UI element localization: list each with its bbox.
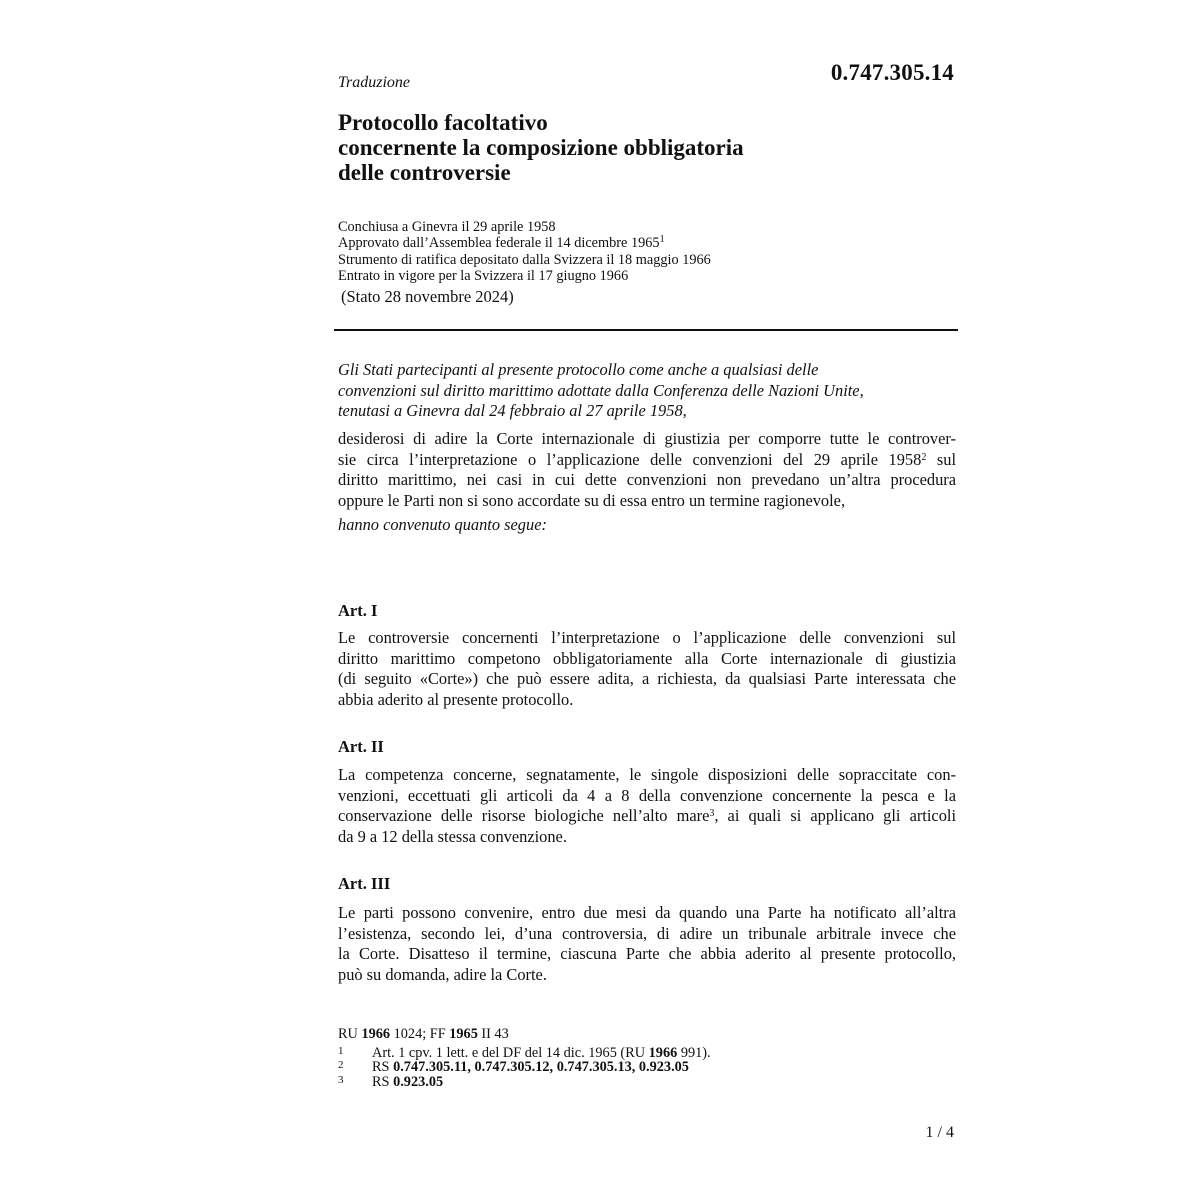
- preamble-line: convenzioni sul diritto marittimo adottate dalla Conferenza delle Nazioni Unite,: [338, 380, 864, 400]
- footnote-2: [338, 1060, 711, 1075]
- article-line: da 9 a 12 della stessa convenzione.: [338, 826, 567, 846]
- meta-ratified: Strumento di ratifica depositato dalla Svizzera il 18 maggio 1966: [338, 251, 711, 268]
- recital-line: oppure le Parti non si sono accordate su di essa entro un termine ragionevole,: [338, 490, 846, 510]
- meta-approved-text: Approvato dall’Assemblea federale il 14 dicembre 1965: [338, 235, 660, 252]
- footnote-3: [338, 1075, 711, 1090]
- source-ff-year[interactable]: 1965: [449, 1026, 478, 1042]
- footnote-number: 3: [338, 1073, 344, 1086]
- status-date: (Stato 28 novembre 2024): [341, 287, 514, 307]
- footnote-prefix: RS: [372, 1059, 390, 1075]
- footnote-rs-link[interactable]: 0.923.05: [393, 1073, 444, 1090]
- preamble: [338, 360, 956, 422]
- source-ru-year[interactable]: 1966: [361, 1026, 391, 1042]
- meta-approved: [338, 235, 711, 251]
- article-text: [338, 765, 956, 847]
- preamble-line: Gli Stati partecipanti al presente protocollo come anche a qualsiasi delle: [338, 360, 819, 379]
- page-number: 1 / 4: [925, 1124, 954, 1141]
- recital-line-text: sie circa l’interpretazione o l’applicazione delle convenzioni del 29 aprile 1958: [338, 449, 922, 469]
- footnote-1: [338, 1046, 711, 1061]
- title-line: delle controversie: [338, 160, 511, 185]
- document-page: [337, 0, 958, 1200]
- article-heading: Art. I: [338, 601, 378, 620]
- article-line: Le controversie concernenti l’interpretazione o l’applicazione delle convenzioni sul: [338, 628, 956, 647]
- source-ff-ref: II 43: [481, 1026, 509, 1042]
- article-line: La competenza concerne, segnatamente, le singole disposizioni delle sopraccitate con-: [338, 765, 956, 784]
- footnote-number: 2: [338, 1059, 344, 1071]
- preamble-line: tenutasi a Ginevra dal 24 febbraio al 27 aprile 1958,: [338, 401, 687, 421]
- footnote-ref[interactable]: 3: [709, 808, 715, 820]
- article-line: venzioni, eccettuati gli articoli da 4 a 8 della convenzione concernente la pesca e la: [338, 785, 956, 805]
- document-number: 0.747.305.14: [830, 60, 954, 85]
- footnotes: [338, 1027, 711, 1089]
- article-line-text: , ai quali si applicano gli articoli: [714, 806, 956, 826]
- recital-line-text: sul: [926, 449, 957, 469]
- article-line: abbia aderito al presente protocollo.: [338, 689, 574, 709]
- footnote-number: 1: [338, 1044, 344, 1057]
- header-divider: [334, 329, 958, 331]
- recital-line: diritto marittimo, nei casi in cui dette convenzioni non prevedano un’altra procedura: [338, 470, 956, 490]
- footnote-ref[interactable]: 1: [659, 234, 665, 246]
- article-line: [338, 806, 956, 827]
- page-title: [338, 110, 744, 185]
- article-line: diritto marittimo competono obbligatoriamente alla Corte internazionale di giustizia: [338, 648, 956, 668]
- title-line: concernente la composizione obbligatoria: [338, 135, 744, 160]
- footnote-prefix: RS: [372, 1073, 390, 1090]
- article-line: la Corte. Disatteso il termine, ciascuna Parte che abbia aderito al presente protocollo,: [338, 944, 956, 964]
- footnote-rs-links[interactable]: 0.747.305.11, 0.747.305.12, 0.747.305.13, 0.923.05: [393, 1059, 689, 1075]
- article-text: [338, 628, 956, 710]
- article-heading: Art. II: [338, 737, 384, 756]
- translation-label: Traduzione: [338, 74, 411, 91]
- title-line: Protocollo facoltativo: [338, 110, 548, 135]
- footnote-tail: 991).: [680, 1044, 711, 1061]
- footnote-body: Art. 1 cpv. 1 lett. e del DF del 14 dic. 1965 (RU: [372, 1044, 646, 1061]
- recital-line: [338, 450, 956, 471]
- recital-line: desiderosi di adire la Corte internazionale di giustizia per comporre tutte le controver-: [338, 429, 956, 448]
- footnote-text: [372, 1046, 711, 1061]
- document-metadata: [338, 219, 711, 305]
- footnote-text: [372, 1075, 443, 1090]
- agreement-statement: hanno convenuto quanto segue:: [338, 515, 547, 534]
- source-reference: [338, 1027, 711, 1042]
- meta-concluded: Conchiusa a Ginevra il 29 aprile 1958: [338, 219, 556, 235]
- footnote-year-link[interactable]: 1966: [648, 1044, 678, 1061]
- article-heading: Art. III: [338, 874, 391, 893]
- article-line-text: conservazione delle risorse biologiche nell’alto mare: [338, 806, 710, 826]
- recital-paragraph: [338, 429, 956, 511]
- article-line: (di seguito «Corte») che può essere adita, a richiesta, da qualsiasi Parte interessata che: [338, 669, 956, 689]
- article-line: Le parti possono convenire, entro due mesi da quando una Parte ha notificato all’altra: [338, 903, 956, 922]
- source-ru-page: 1024; FF: [393, 1026, 446, 1042]
- meta-in-force: Entrato in vigore per la Svizzera il 17 giugno 1966: [338, 267, 629, 284]
- article-line: l’esistenza, secondo lei, d’una controversia, di adire un tribunale arbitrale invece che: [338, 923, 956, 943]
- article-line: può su domanda, adire la Corte.: [338, 964, 547, 984]
- footnote-text: [372, 1060, 689, 1075]
- source-ru: RU: [338, 1026, 358, 1042]
- article-text: [338, 903, 956, 985]
- footnote-ref[interactable]: 2: [921, 451, 927, 463]
